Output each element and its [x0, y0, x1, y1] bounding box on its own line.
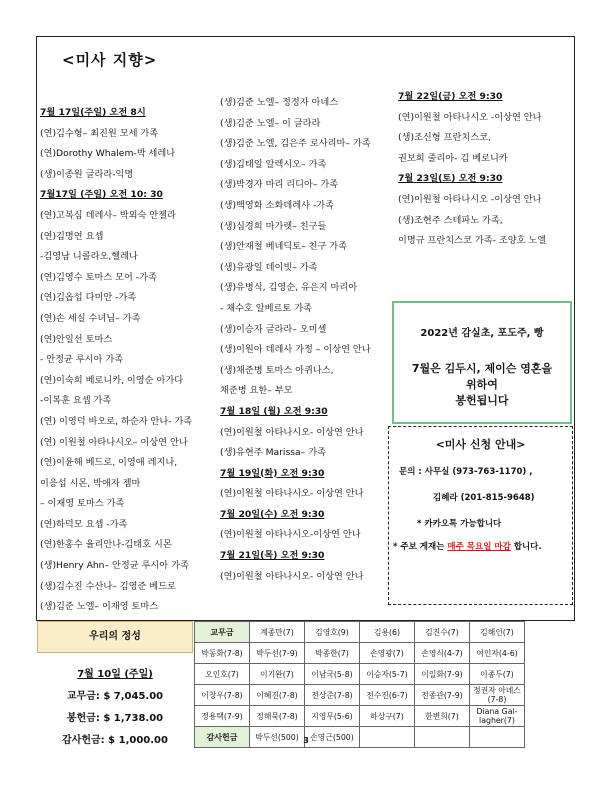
intention-line: (생)이승자 글라라– 오미셸 — [220, 323, 327, 335]
schedule-heading: 7월 21일(목) 오전 9:30 — [220, 550, 325, 562]
intention-line: (연)이숙희 베로니카, 이영순 아가다 — [40, 374, 184, 386]
intention-line: (생)조현주 스테파노 가족, — [398, 214, 503, 226]
donor-cell: 정해묵(7-8) — [250, 706, 305, 727]
deadline-post: 합니다. — [510, 542, 542, 552]
intentions-column-1 — [40, 108, 220, 623]
donor-cell: 이기완(7) — [250, 664, 305, 685]
intention-line: (생)유광일 데이빗– 가족 — [220, 261, 318, 273]
donor-cell: 정권자 아녜스(7-8) — [470, 685, 525, 706]
donor-cell: 김영호(9) — [305, 622, 360, 643]
offering-notice-box — [392, 301, 572, 424]
intention-line: (연)이원철 아타나시오- 이상연 안나 — [220, 570, 364, 582]
donor-cell: 박종한(7) — [305, 643, 360, 664]
intention-line: (연) 이영덕 바오로, 하순자 안나- 가족 — [40, 415, 193, 427]
schedule-heading: 7월 23일(토) 오전 9:30 — [398, 173, 503, 185]
donor-cell: 전수진(6-7) — [360, 685, 415, 706]
donor-cell: 손영광(7) — [360, 643, 415, 664]
mass-request-heading: <미사 신청 안내> — [435, 438, 526, 451]
intention-line: (생)심경희 마가렛– 친구들 — [220, 220, 327, 232]
intention-line: (연)이원철 아타나시오 -이상연 안나 — [398, 111, 542, 123]
donor-cell: 김진수(7) — [415, 622, 470, 643]
offering-thanks: 감사헌금: $ 1,000.00 — [62, 735, 168, 746]
donor-cell: 이창우(7-8) — [195, 685, 250, 706]
schedule-heading: 7월17일 (주일) 오전 10: 30 — [40, 189, 163, 201]
intention-line: -이복훈 요셉 가족 — [40, 395, 112, 407]
intention-line: -김영남 니콜라오,헬레나 — [40, 251, 138, 263]
intention-line: 이명규 프란치스코 가족- 조양호 노엘 — [398, 235, 547, 247]
notice-text — [394, 361, 570, 409]
page-title: <미사 지향> — [62, 51, 158, 69]
intention-line: (생)박경자 마리 리디아– 가족 — [220, 179, 339, 191]
donor-cell: 이승자(5-7) — [360, 664, 415, 685]
notice-heading: 2022년 감실초, 포도주, 빵 — [420, 328, 544, 339]
intention-line: (생)백영화 소화데레사 -가족 — [220, 199, 334, 211]
intention-line: (생)이종원 글라라-익명 — [40, 168, 134, 180]
donor-cell: 김용(6) — [360, 622, 415, 643]
intention-line: (연)이원철 아타나시오-이상연 안나 — [220, 529, 361, 541]
donor-cell: 이혜진(7-8) — [250, 685, 305, 706]
notice-line-1: 7월은 김두시, 제이슨 영혼을 — [411, 362, 553, 375]
donor-cell: 전종관(7-9) — [415, 685, 470, 706]
intention-line: (생)김준 노엘– 정정자 아네스 — [220, 97, 339, 108]
notice-line-2: 위하여 — [466, 378, 498, 391]
offering-heading: 우리의 정성 — [37, 621, 193, 653]
intention-line: (연)김수형– 최진원 모세 가족 — [40, 127, 159, 139]
intention-line: (연)고복심 데레사– 박외숙 안젤라 — [40, 209, 176, 221]
schedule-heading: 7월 20일(수) 오전 9:30 — [220, 508, 325, 520]
donor-cell: 손영식(4-7) — [415, 643, 470, 664]
donor-row — [195, 622, 525, 643]
donor-cell: 정용택(7-9) — [195, 706, 250, 727]
donor-cell: 박동화(7-8) — [195, 643, 250, 664]
intention-line: (생)김준 노엘– 이 글라라 — [220, 117, 321, 129]
donor-cell: 이종두(7) — [470, 664, 525, 685]
donor-row — [195, 706, 525, 727]
schedule-heading: 7월 18일 (월) 오전 9:30 — [220, 405, 328, 417]
donor-cell: 이남국(5-8) — [305, 664, 360, 685]
schedule-heading: 7월 17일(주일) 오전 8시 — [40, 107, 146, 118]
intention-line: (연) 이원철 아타나시오– 이상연 안나 — [40, 436, 188, 448]
intention-line: (연)안일선 토마스 — [40, 333, 113, 345]
schedule-heading: 7월 22일(금) 오전 9:30 — [398, 91, 503, 102]
intention-line: (생)Henry Ahn– 안정균 루시아 가족 — [40, 560, 189, 572]
intention-line: - 채수호 알베르토 가족 — [220, 302, 312, 314]
mass-request-box — [388, 426, 573, 605]
intention-line: (생)김준 노엘, 김은주 로사리마– 가족 — [220, 138, 371, 150]
intention-line: (생)이원아 데레사 가정 – 이상연 안나 — [220, 344, 371, 356]
intention-line: (생)안재철 베네딕토– 친구 가족 — [220, 241, 348, 253]
intention-line: 채준병 요한– 부모 — [220, 385, 293, 397]
donor-category-label: 교무금 — [195, 622, 250, 643]
donor-row — [195, 643, 525, 664]
intention-line: - 안정균 루시아 가족 — [40, 354, 124, 366]
intention-line: 권보희 줄리아- 김 베로니카 — [398, 152, 508, 164]
intention-line: (연)하덕모 요셉 -가족 — [40, 518, 128, 530]
intention-line: (생)유병식, 김영순, 유은지 마리아 — [220, 282, 358, 294]
donor-cell: 박두선(500) — [250, 727, 305, 748]
donor-cell: 여인자(4-6) — [470, 643, 525, 664]
intention-line: (연)김명연 요셉 — [40, 230, 104, 242]
donor-row — [195, 664, 525, 685]
intentions-column-2 — [220, 98, 395, 592]
intention-line: (생)채준병 토마스 아퀴나스, — [220, 364, 334, 376]
intention-line: (생)김태일 알렉시오– 가족 — [220, 158, 327, 170]
offering-summary — [37, 621, 193, 773]
donor-cell: 전상준(7-8) — [305, 685, 360, 706]
schedule-heading: 7월 19일(화) 오전 9:30 — [220, 467, 325, 479]
offering-dues: 교무금: $ 7,045.00 — [66, 691, 164, 702]
donor-cell: 이일화(7-9) — [415, 664, 470, 685]
intention-line: (연)한홍수 율리안나-김태호 시몬 — [40, 539, 172, 551]
intention-line: (연)이원철 아타나시오- 이상연 안나 — [220, 426, 364, 438]
intention-line: (생)김수진 수산나– 김영준 베드로 — [40, 580, 176, 592]
intention-line: (연)이원철 아타나시오- 이상연 안나 — [220, 488, 364, 500]
donor-cell: 손영근(500) — [305, 727, 360, 748]
intention-line: (연)이원철 아타나시오 -이상연 안나 — [398, 193, 542, 205]
office-contact: 문의 : 사무실 (973-763-1170) , — [399, 467, 533, 477]
intention-line: (연)Dorothy Whalem-박 세레나 — [40, 148, 176, 160]
donor-cell: 김해인(7) — [470, 622, 525, 643]
intention-line: (생)유현주 Marissa– 가족 — [220, 447, 326, 459]
donor-category-label: 감사헌금 — [195, 727, 250, 748]
donor-cell: 오인호(7) — [195, 664, 250, 685]
deadline-highlight: 매주 목요일 마감 — [447, 542, 511, 552]
person-contact: 김혜라 (201-815-9648) — [433, 493, 535, 503]
donor-cell: 계종만(7) — [250, 622, 305, 643]
donor-cell: 하상구(7) — [360, 706, 415, 727]
intention-line: (연)손 세실 수녀님– 가족 — [40, 312, 141, 324]
page-number: 3 — [303, 736, 309, 745]
offering-date: 7월 10일 (주일) — [77, 669, 153, 680]
intention-line: (연)이윤해 베드로, 이영애 레지나, — [40, 457, 178, 469]
deadline-pre: * 주보 게재는 — [393, 542, 448, 552]
intention-line: (연)김옵섭 다미안 -가족 — [40, 292, 137, 304]
notice-line-3: 봉헌됩니다 — [455, 394, 509, 407]
donor-cell: 한변희(7) — [415, 706, 470, 727]
offering-collection: 봉헌금: $ 1,738.00 — [66, 713, 164, 724]
donor-cell: 박두선(7-9) — [250, 643, 305, 664]
donor-table — [194, 621, 525, 748]
intentions-column-3 — [398, 92, 578, 257]
intention-line: (연)김영수 토마스 모어 -가족 — [40, 271, 157, 283]
donor-cell: 지영무(5-6) — [305, 706, 360, 727]
deadline-note — [393, 540, 542, 552]
intention-line: (생)김준 노엘– 이재영 토마스 — [40, 601, 159, 613]
donor-row — [195, 685, 525, 706]
donor-cell: Diana Gal-lagher(7) — [470, 706, 525, 727]
intention-line: – 이재영 토마스 가족 — [40, 498, 125, 510]
intention-line: 이응섭 시몬, 박애자 젬마 — [40, 477, 141, 489]
kakao-note: * 카카오톡 가능합니다 — [417, 519, 502, 529]
intention-line: (생)조신형 프란치스코, — [398, 132, 491, 144]
